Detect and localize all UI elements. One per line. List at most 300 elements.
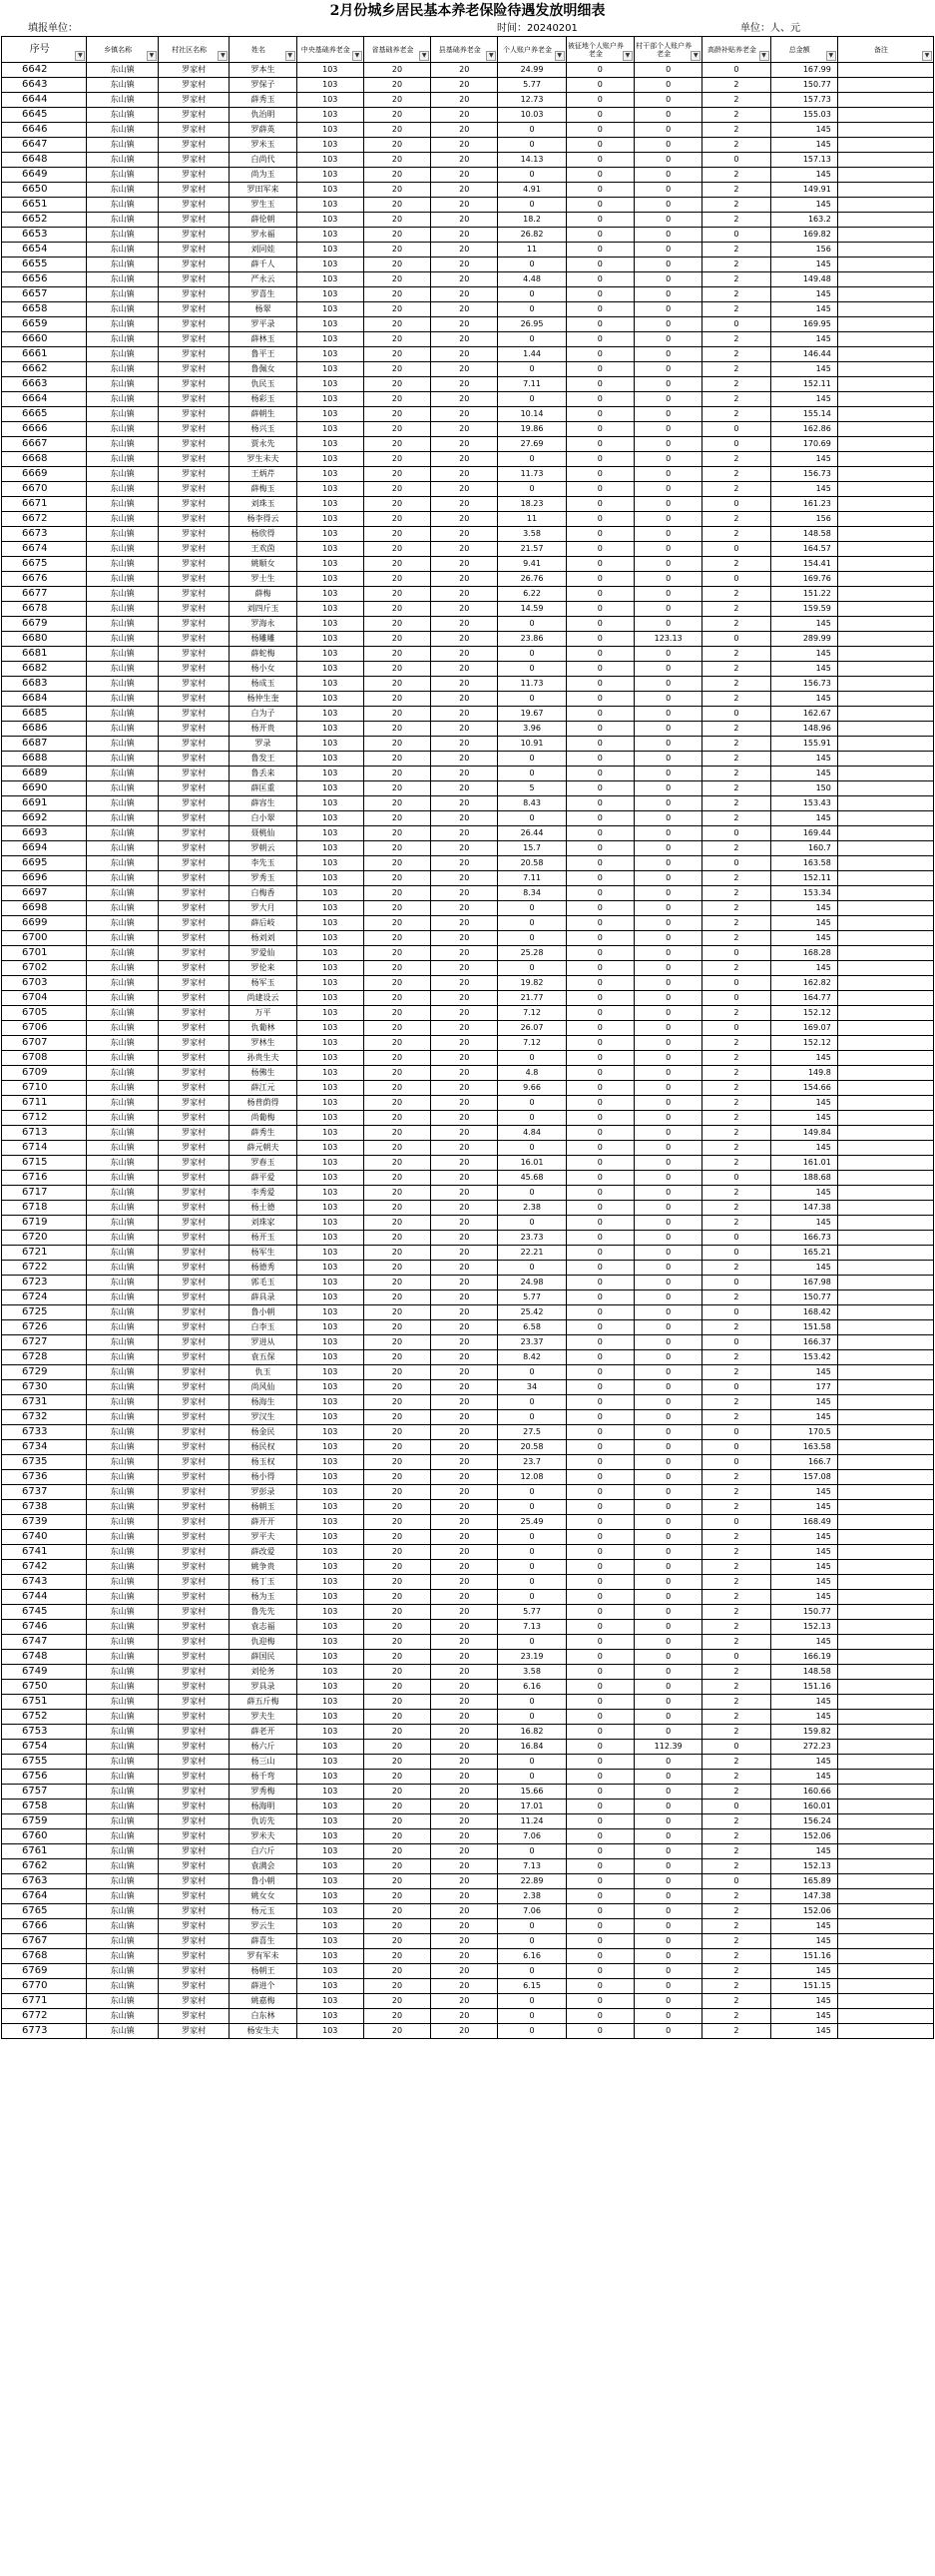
table-cell: 20 [431,1290,498,1305]
table-cell: 6698 [2,901,87,916]
table-row [2,961,934,976]
filter-dropdown-icon[interactable]: ▼ [623,51,633,61]
table-cell: 0 [702,946,770,961]
table-cell: 103 [296,1979,363,1994]
table-cell: 6708 [2,1051,87,1066]
table-cell: 20 [431,377,498,392]
table-cell: 20 [363,2009,430,2024]
table-cell: 0 [634,452,701,467]
table-cell: 145 [770,752,837,767]
table-cell: 103 [296,1650,363,1665]
table-cell: 0 [566,1979,634,1994]
table-cell: 103 [296,1829,363,1844]
table-cell: 161.01 [770,1156,837,1171]
table-cell: 8.34 [498,886,566,901]
table-cell: 20 [431,557,498,572]
table-cell: 东山镇 [87,811,159,826]
table-cell: 20 [431,1964,498,1979]
table-cell: 鲁发王 [230,752,296,767]
table-cell: 李秀爱 [230,1186,296,1201]
table-cell: 6651 [2,198,87,213]
table-cell: 东山镇 [87,1680,159,1695]
table-cell: 2 [702,677,770,692]
table-cell: 20 [431,632,498,647]
table-cell [837,153,933,168]
table-cell: 0 [498,617,566,632]
table-cell: 东山镇 [87,108,159,123]
table-cell [837,1755,933,1770]
table-cell [837,572,933,587]
table-cell: 103 [296,1171,363,1186]
table-cell [837,647,933,662]
filter-dropdown-icon[interactable]: ▼ [826,51,836,61]
table-cell: 6.22 [498,587,566,602]
table-cell: 149.84 [770,1126,837,1141]
table-cell: 0 [634,1635,701,1650]
table-row [2,1530,934,1545]
table-cell: 0 [566,737,634,752]
table-cell: 20 [431,497,498,512]
table-row [2,2024,934,2039]
table-cell: 103 [296,1874,363,1889]
table-cell: 罗家村 [158,617,230,632]
table-cell: 156.73 [770,677,837,692]
table-cell: 东山镇 [87,1859,159,1874]
table-cell: 272.23 [770,1740,837,1755]
table-cell: 东山镇 [87,632,159,647]
table-row [2,1276,934,1290]
table-cell [837,258,933,272]
filter-dropdown-icon[interactable]: ▼ [352,51,362,61]
table-cell: 20 [363,93,430,108]
table-cell: 东山镇 [87,856,159,871]
table-cell: 6659 [2,317,87,332]
table-cell: 0 [498,138,566,153]
table-cell: 6665 [2,407,87,422]
table-cell: 0 [566,437,634,452]
table-cell: 罗家村 [158,287,230,302]
table-cell: 2 [702,183,770,198]
table-cell: 26.76 [498,572,566,587]
table-cell: 6745 [2,1605,87,1620]
table-cell: 0 [634,1485,701,1500]
table-cell: 薛喜生 [230,1934,296,1949]
table-cell: 罗保子 [230,78,296,93]
table-cell: 2 [702,1635,770,1650]
table-cell: 0 [566,1066,634,1081]
table-cell: 杨千弯 [230,1770,296,1785]
table-cell: 0 [634,1949,701,1964]
table-cell: 103 [296,677,363,692]
table-cell: 20 [363,1186,430,1201]
table-row [2,767,934,781]
table-cell: 0 [566,1231,634,1246]
table-cell: 罗家村 [158,1979,230,1994]
table-cell: 103 [296,1994,363,2009]
table-cell: 20 [431,1246,498,1261]
table-cell: 罗家村 [158,1829,230,1844]
table-cell: 罗家村 [158,692,230,707]
filter-dropdown-icon[interactable]: ▼ [147,51,157,61]
table-cell: 6652 [2,213,87,228]
table-cell: 103 [296,632,363,647]
column-header [230,37,296,63]
table-cell: 0 [566,602,634,617]
table-cell: 20 [431,1320,498,1335]
table-row [2,1680,934,1695]
table-cell: 155.91 [770,737,837,752]
table-cell: 188.68 [770,1171,837,1186]
table-cell [837,1440,933,1455]
table-cell: 103 [296,1964,363,1979]
table-cell [837,1021,933,1036]
table-cell: 东山镇 [87,213,159,228]
table-cell: 0 [634,662,701,677]
table-cell [837,1410,933,1425]
table-cell: 20 [431,1695,498,1710]
table-cell: 东山镇 [87,1081,159,1096]
table-row [2,587,934,602]
table-cell: 103 [296,1335,363,1350]
table-cell: 20 [363,497,430,512]
table-cell: 6752 [2,1710,87,1725]
table-cell: 145 [770,1710,837,1725]
table-cell: 2 [702,123,770,138]
table-cell: 0 [702,437,770,452]
table-cell: 20 [363,1770,430,1785]
table-cell: 罗薛英 [230,123,296,138]
table-row [2,1081,934,1096]
table-row [2,287,934,302]
filter-dropdown-icon[interactable]: ▼ [759,51,769,61]
table-cell: 151.16 [770,1949,837,1964]
table-cell: 20 [431,407,498,422]
table-row [2,1919,934,1934]
table-cell: 103 [296,1410,363,1425]
table-cell: 0 [566,1021,634,1036]
table-cell: 20 [431,781,498,796]
table-cell: 19.82 [498,976,566,991]
table-row [2,497,934,512]
table-cell: 东山镇 [87,1231,159,1246]
table-cell: 145 [770,1844,837,1859]
table-cell: 6770 [2,1979,87,1994]
table-cell: 6643 [2,78,87,93]
table-cell: 145 [770,2009,837,2024]
table-row [2,617,934,632]
table-cell: 103 [296,1530,363,1545]
table-cell: 0 [634,1934,701,1949]
table-cell: 20 [431,1545,498,1560]
table-cell: 20 [431,392,498,407]
table-cell: 东山镇 [87,707,159,722]
table-cell: 东山镇 [87,886,159,901]
filter-dropdown-icon[interactable]: ▼ [75,51,85,61]
table-cell: 袁志福 [230,1620,296,1635]
table-cell: 0 [634,1605,701,1620]
table-cell: 20 [363,1261,430,1276]
table-cell: 0 [634,587,701,602]
table-cell: 罗家村 [158,1455,230,1470]
table-cell: 150.77 [770,1605,837,1620]
table-cell: 罗生玉 [230,198,296,213]
table-cell: 0 [566,1081,634,1096]
table-cell: 20 [363,886,430,901]
table-cell: 2 [702,1186,770,1201]
table-cell: 0 [634,647,701,662]
table-cell: 103 [296,452,363,467]
table-cell: 东山镇 [87,1186,159,1201]
table-cell: 20 [431,527,498,542]
table-cell: 东山镇 [87,1740,159,1755]
table-row [2,542,934,557]
table-cell: 罗家村 [158,407,230,422]
table-cell: 20 [363,347,430,362]
table-cell: 103 [296,916,363,931]
table-cell: 罗家村 [158,1530,230,1545]
table-cell: 0 [634,213,701,228]
table-cell: 0 [634,1800,701,1814]
table-cell: 8.42 [498,1350,566,1365]
table-cell: 6742 [2,1560,87,1575]
table-cell: 杨小女 [230,662,296,677]
table-cell: 20 [363,392,430,407]
table-row [2,1261,934,1276]
table-cell: 0 [498,1500,566,1515]
table-cell: 东山镇 [87,1590,159,1605]
table-cell: 0 [498,1186,566,1201]
table-cell: 166.7 [770,1455,837,1470]
table-cell: 6693 [2,826,87,841]
table-cell: 0 [566,961,634,976]
table-cell: 20 [431,707,498,722]
table-cell: 20 [363,422,430,437]
table-row [2,1320,934,1335]
table-cell: 东山镇 [87,1276,159,1290]
table-cell: 20 [363,901,430,916]
table-cell: 东山镇 [87,1246,159,1261]
detail-table [1,36,934,2039]
table-cell: 20 [431,1500,498,1515]
table-cell: 103 [296,1395,363,1410]
table-cell: 罗家村 [158,1755,230,1770]
table-cell [837,1111,933,1126]
table-cell: 0 [634,1410,701,1425]
table-cell: 154.41 [770,557,837,572]
table-cell: 20 [363,1979,430,1994]
table-cell: 罗家村 [158,1949,230,1964]
table-cell: 103 [296,991,363,1006]
table-cell: 20 [431,228,498,243]
table-cell: 2 [702,647,770,662]
table-cell: 169.76 [770,572,837,587]
table-cell: 0 [634,392,701,407]
table-cell: 东山镇 [87,1290,159,1305]
table-cell: 103 [296,1380,363,1395]
table-cell [837,392,933,407]
table-cell: 东山镇 [87,1021,159,1036]
table-cell: 罗家村 [158,317,230,332]
table-cell: 罗家村 [158,1216,230,1231]
table-cell: 9.41 [498,557,566,572]
table-cell: 6709 [2,1066,87,1081]
table-cell: 0 [566,617,634,632]
table-cell: 103 [296,1365,363,1380]
table-cell: 2 [702,1859,770,1874]
table-cell: 145 [770,1141,837,1156]
column-header [498,37,566,63]
table-cell: 6704 [2,991,87,1006]
table-cell: 103 [296,557,363,572]
table-cell: 罗大月 [230,901,296,916]
table-cell: 165.89 [770,1874,837,1889]
table-cell: 20 [431,1800,498,1814]
table-cell: 145 [770,452,837,467]
table-row [2,228,934,243]
table-cell: 153.42 [770,1350,837,1365]
table-row [2,647,934,662]
table-cell [837,1620,933,1635]
table-cell: 东山镇 [87,512,159,527]
table-cell: 103 [296,1081,363,1096]
table-cell: 6642 [2,63,87,78]
filter-dropdown-icon[interactable]: ▼ [555,51,565,61]
table-cell: 103 [296,931,363,946]
table-cell: 2 [702,1979,770,1994]
table-cell: 2 [702,1066,770,1081]
table-cell: 103 [296,138,363,153]
table-cell: 20 [363,1021,430,1036]
table-row [2,916,934,931]
table-cell [837,1081,933,1096]
table-cell [837,542,933,557]
table-cell: 103 [296,1440,363,1455]
table-cell: 薛千人 [230,258,296,272]
table-cell: 罗家村 [158,901,230,916]
table-row [2,1156,934,1171]
table-cell: 0 [634,1425,701,1440]
table-cell: 0 [498,811,566,826]
table-cell: 0 [702,1740,770,1755]
table-cell: 20 [363,1575,430,1590]
table-cell: 0 [566,781,634,796]
table-cell: 103 [296,856,363,871]
table-cell: 103 [296,1889,363,1904]
table-cell: 20 [363,1605,430,1620]
table-cell: 罗家村 [158,467,230,482]
table-cell: 东山镇 [87,407,159,422]
table-cell: 0 [566,1725,634,1740]
table-cell: 2 [702,1904,770,1919]
table-cell: 20 [363,168,430,183]
table-cell: 罗云生 [230,1919,296,1934]
table-cell: 东山镇 [87,1994,159,2009]
table-cell: 103 [296,512,363,527]
table-cell: 东山镇 [87,542,159,557]
table-cell: 0 [498,961,566,976]
table-cell [837,302,933,317]
table-cell: 103 [296,796,363,811]
table-cell: 杨李得云 [230,512,296,527]
table-cell: 王炳芹 [230,467,296,482]
table-cell: 东山镇 [87,1545,159,1560]
table-cell: 0 [702,1305,770,1320]
table-cell: 6687 [2,737,87,752]
table-cell: 0 [566,1650,634,1665]
table-cell: 0 [566,1051,634,1066]
table-cell: 2 [702,1141,770,1156]
table-cell: 0 [634,1335,701,1350]
table-cell [837,1261,933,1276]
table-cell: 6755 [2,1755,87,1770]
table-cell: 0 [702,1276,770,1290]
table-cell: 罗汉生 [230,1410,296,1425]
table-row [2,692,934,707]
table-cell [837,737,933,752]
filter-dropdown-icon[interactable]: ▼ [218,51,228,61]
table-cell: 20 [363,1755,430,1770]
table-cell: 6.58 [498,1320,566,1335]
table-cell: 103 [296,1305,363,1320]
table-cell: 2 [702,602,770,617]
table-cell: 20 [431,961,498,976]
table-cell: 103 [296,1111,363,1126]
table-cell: 2 [702,1844,770,1859]
column-header [296,37,363,63]
table-cell: 6741 [2,1545,87,1560]
table-cell: 0 [498,1096,566,1111]
table-cell: 20 [431,1261,498,1276]
table-cell: 0 [566,1814,634,1829]
table-cell: 103 [296,976,363,991]
filter-dropdown-icon[interactable]: ▼ [486,51,496,61]
table-cell: 20 [363,946,430,961]
table-cell: 东山镇 [87,452,159,467]
filter-dropdown-icon[interactable]: ▼ [419,51,429,61]
table-cell [837,1859,933,1874]
table-cell: 罗米夫 [230,1829,296,1844]
filter-dropdown-icon[interactable]: ▼ [691,51,701,61]
table-cell: 103 [296,2024,363,2039]
table-cell: 袁五保 [230,1350,296,1365]
table-cell: 罗家村 [158,856,230,871]
table-cell: 东山镇 [87,1635,159,1650]
table-cell: 2 [702,1680,770,1695]
table-cell: 薛梅玉 [230,482,296,497]
table-cell: 6681 [2,647,87,662]
table-cell: 20 [431,2009,498,2024]
table-cell: 20 [363,1874,430,1889]
table-cell: 6671 [2,497,87,512]
table-cell: 0 [634,781,701,796]
table-cell: 罗进从 [230,1335,296,1350]
table-cell: 0 [566,1785,634,1800]
table-cell: 145 [770,1530,837,1545]
table-cell: 0 [634,377,701,392]
table-cell: 149.91 [770,183,837,198]
table-cell: 145 [770,1695,837,1710]
table-cell [837,1695,933,1710]
table-cell: 0 [566,946,634,961]
table-cell: 145 [770,811,837,826]
filter-dropdown-icon[interactable]: ▼ [285,51,295,61]
filter-dropdown-icon[interactable]: ▼ [922,51,932,61]
table-cell: 罗家村 [158,183,230,198]
table-cell: 20.58 [498,856,566,871]
table-cell: 6648 [2,153,87,168]
table-cell: 刘珠家 [230,1216,296,1231]
table-row [2,272,934,287]
